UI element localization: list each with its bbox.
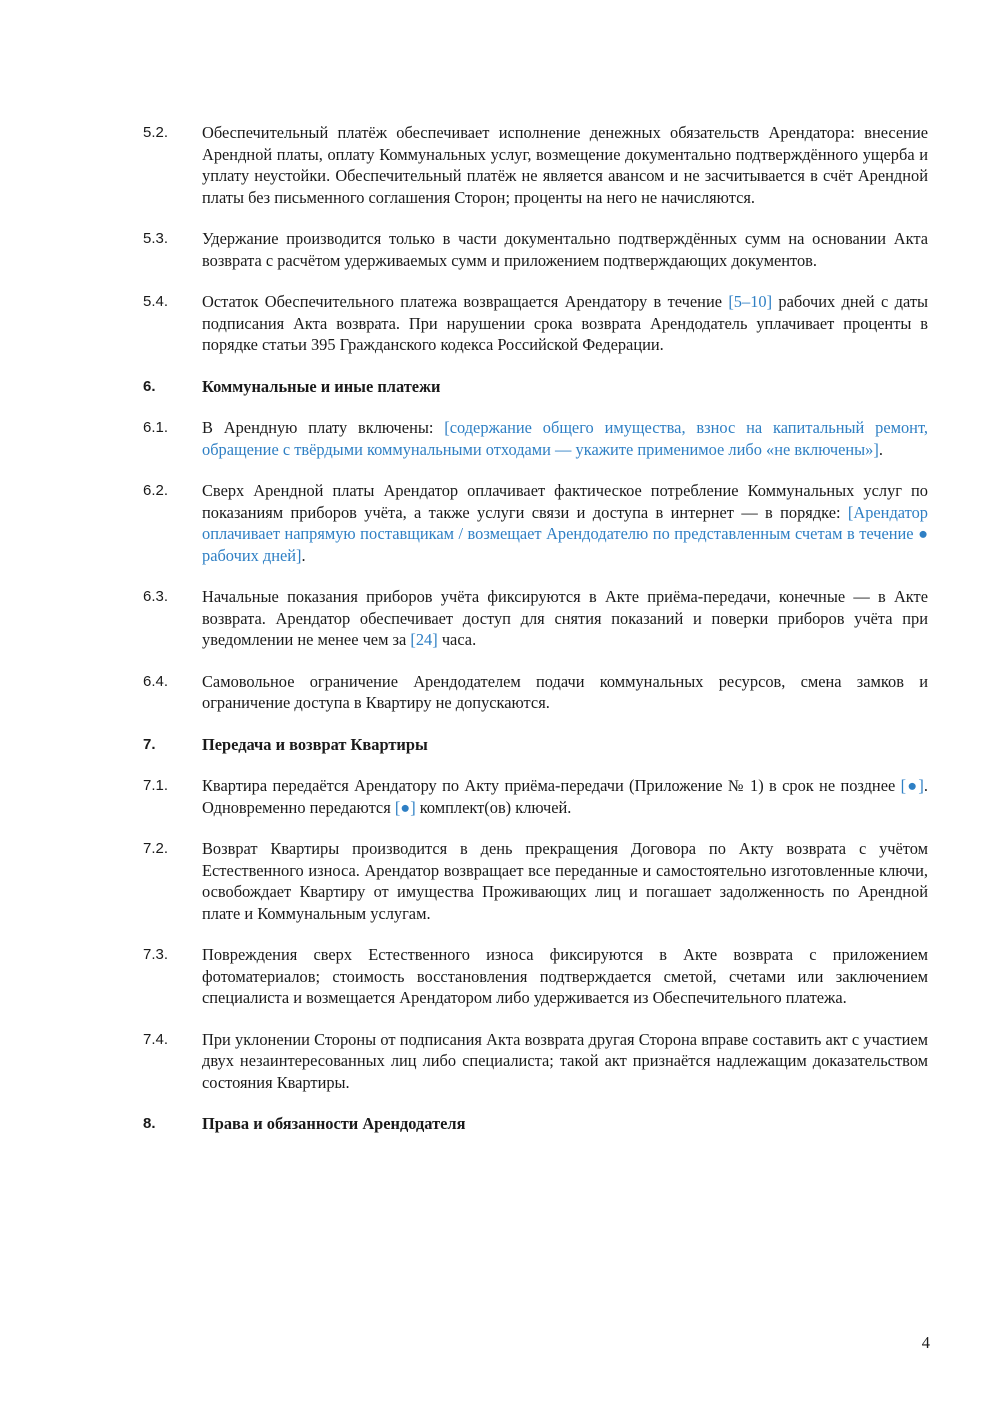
clause-text-part: . — [301, 545, 306, 565]
clause-number: 5.3. — [143, 230, 169, 247]
clause-text-part: Квартира передаётся Арендатору по Акту приёма-передачи (Приложение № 1) в срок не позднее — [202, 776, 901, 795]
placeholder-field: [5–10] — [728, 292, 773, 311]
clause-number: 7.2. — [143, 840, 169, 857]
clause-text: Самовольное ограничение Арендодателем подачи коммунальных ресурсов, смена замков и ограничение доступа в Квартиру не допускаются. — [202, 671, 928, 712]
section-number: 8. — [143, 1115, 156, 1132]
clause-6-1 — [143, 417, 928, 460]
clause-7-4 — [143, 1029, 928, 1094]
placeholder-field: [содержание общего имущества, взнос на капитальный ремонт, обращение с твёрдыми коммунальными отходами — укажите применимое либо «не включены»] — [202, 418, 928, 459]
document-body — [143, 122, 928, 1155]
clause-6-4 — [143, 671, 928, 714]
clause-number: 7.4. — [143, 1030, 169, 1048]
clause-text-part: часа. — [437, 630, 477, 649]
clause-number: 6.1. — [143, 419, 169, 436]
clause-text-part: комплект(ов) ключей. — [415, 797, 572, 817]
clause-text: Возврат Квартиры производится в день прекращения Договора по Акту возврата с учётом Естественного износа. Арендатор возвращает все переданные и самостоятельно изготовленные ключи, освобождает Квартиру от имущества Проживающих лиц и погашает задолженность по Арендной плате и Коммунальным услугам. — [202, 839, 928, 923]
clause-7-1 — [143, 775, 928, 818]
section-title: Коммунальные и иные платежи — [202, 376, 441, 396]
clause-7-2 — [143, 838, 928, 924]
section-title: Права и обязанности Арендодателя — [202, 1114, 466, 1133]
section-heading-8 — [143, 1113, 928, 1135]
clause-text-part: . — [878, 439, 883, 459]
clause-6-2 — [143, 480, 928, 566]
clause-number: 5.4. — [143, 293, 169, 310]
clause-text — [202, 586, 928, 651]
page-number: 4 — [921, 1333, 930, 1352]
clause-text-part: В Арендную плату включены: — [202, 418, 445, 437]
clause-text-part: Начальные показания приборов учёта фиксируются в Акте приёма-передачи, конечные — в Акте возврата. Арендатор обеспечивает доступ для снятия показаний и поверки приборов учёта при уведомлении не менее чем за — [202, 587, 928, 649]
clause-number: 7.1. — [143, 777, 169, 794]
placeholder-field: [24] — [410, 630, 438, 649]
clause-text-part: Сверх Арендной платы Арендатор оплачивает фактическое потребление Коммунальных услуг по показаниям приборов учёта, а также услуги связи и доступа в интернет — в порядке: — [202, 481, 928, 522]
clause-text — [202, 775, 928, 818]
clause-7-3 — [143, 944, 928, 1009]
placeholder-field: [Арендатор оплачивает напрямую поставщикам / возмещает Арендодателю по представленным счетам в течение ● рабочих дней] — [202, 502, 928, 565]
placeholder-field: [●] — [394, 797, 416, 817]
section-number: 6. — [143, 377, 156, 395]
clause-text: Повреждения сверх Естественного износа фиксируются в Акте возврата с приложением фотоматериалов; стоимость восстановления подтверждается сметой, счетами или заключением специалиста и возмещается Арендатором либо удерживается из Обеспечительного платежа. — [202, 945, 928, 1007]
section-heading-7 — [143, 734, 928, 756]
clause-text — [202, 480, 928, 566]
clause-text — [202, 417, 928, 460]
clause-text-part: . Одновременно передаются — [202, 776, 928, 817]
clause-text-part: Остаток Обеспечительного платежа возвращается Арендатору в течение — [202, 292, 729, 311]
clause-5-2 — [143, 122, 928, 208]
clause-text: При уклонении Стороны от подписания Акта возврата другая Сторона вправе составить акт с участием двух незаинтересованных лиц либо специалиста; такой акт признаётся надлежащим доказательством состояния Квартиры. — [202, 1029, 928, 1092]
clause-text: Удержание производится только в части документально подтверждённых сумм на основании Акта возврата с расчётом удерживаемых сумм и приложением подтверждающих документов. — [202, 229, 928, 270]
clause-5-4 — [143, 291, 928, 356]
clause-number: 6.4. — [143, 672, 169, 690]
clause-5-3 — [143, 228, 928, 271]
clause-number: 6.2. — [143, 482, 169, 499]
clause-number: 7.3. — [143, 946, 169, 963]
section-number: 7. — [143, 735, 156, 753]
clause-6-3 — [143, 586, 928, 651]
clause-number: 6.3. — [143, 588, 169, 605]
section-heading-6 — [143, 376, 928, 398]
clause-text: Обеспечительный платёж обеспечивает исполнение денежных обязательств Арендатора: внесение Арендной платы, оплату Коммунальных услуг, возмещение документально подтверждённого ущерба и уплату неустойки. Обеспечительный платёж не является авансом и не засчитывается в счёт Арендной платы без письменного соглашения Сторон; проценты на него не начисляются. — [202, 123, 928, 207]
placeholder-field: [●] — [900, 776, 924, 795]
section-title: Передача и возврат Квартиры — [202, 734, 428, 754]
clause-number: 5.2. — [143, 124, 169, 141]
clause-text-part: рабочих дней с даты подписания Акта возврата. При нарушении срока возврата Арендодатель уплачивает проценты в порядке статьи 395 Гражданского кодекса Российской Федерации. — [202, 292, 928, 354]
clause-text — [202, 291, 928, 356]
